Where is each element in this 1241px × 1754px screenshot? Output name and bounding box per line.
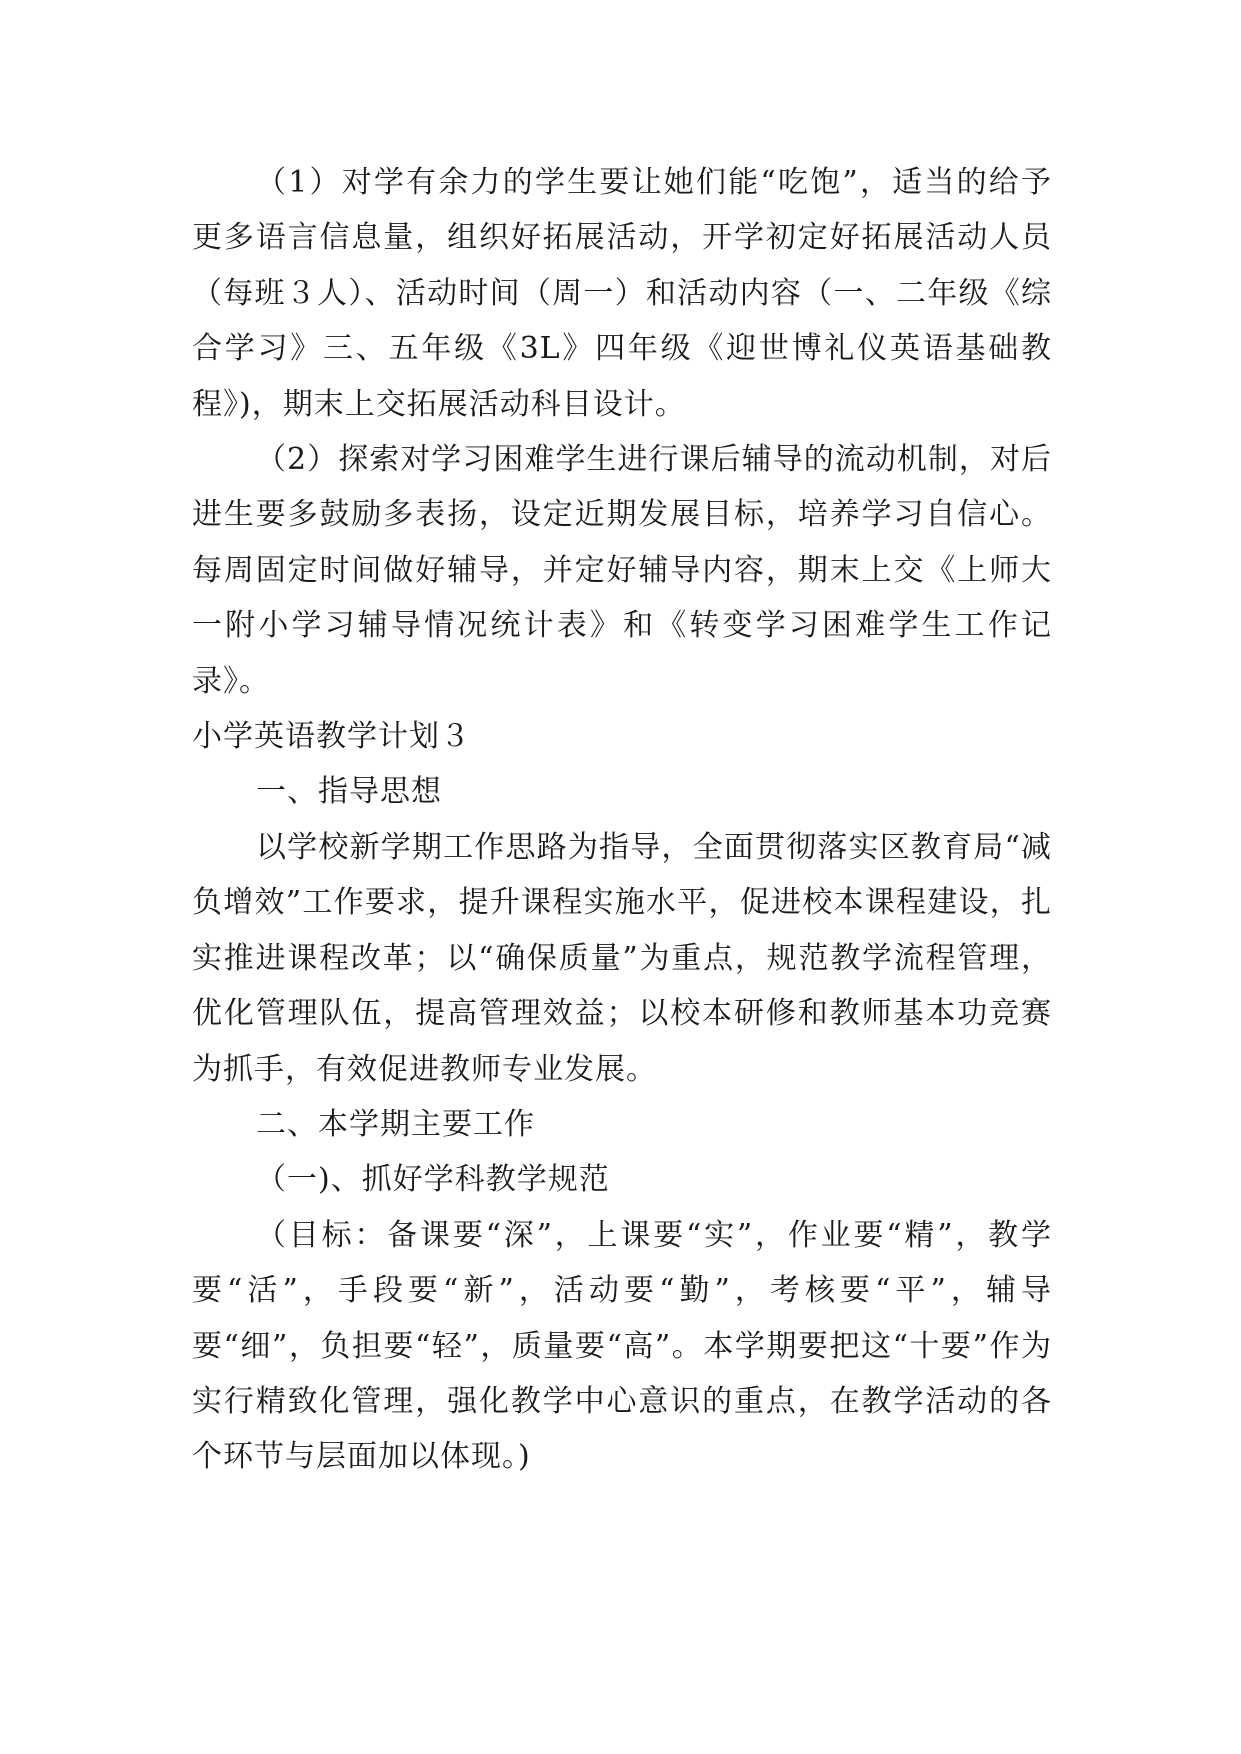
subheading-teaching-norms: （一)、抓好学科教学规范 [256, 1162, 610, 1198]
document-body [192, 155, 1052, 1485]
paragraph-goals: （目标：备课要“深”，上课要“实”，作业要“精”，教学要“活”，手段要“新”，活动要“勤”，考核要“平”，辅导要“细”，负担要“轻”，质量要“高”。本学期要把这“十要”作为实行精致化管理，强化教学中心意识的重点，在教学活动的各个环节与层面加以体现。) [192, 1217, 1052, 1475]
heading-main-work: 二、本学期主要工作 [256, 1106, 535, 1142]
section-title-teaching-plan-3: 小学英语教学计划３ [192, 719, 471, 755]
paragraph-tutoring-mechanism: （2）探索对学习困难学生进行课后辅导的流动机制，对后进生要多鼓励多表扬，设定近期发展目标，培养学习自信心。每周固定时间做好辅导，并定好辅导内容，期末上交《上师大一附小学习辅导情况统计表》和《转变学习困难学生工作记录》。 [192, 442, 1052, 699]
paragraph-guiding-ideology: 以学校新学期工作思路为指导，全面贯彻落实区教育局“减负增效”工作要求，提升课程实施水平，促进校本课程建设，扎实推进课程改革；以“确保质量”为重点，规范教学流程管理，优化管理队伍，提高管理效益；以校本研修和教师基本功竞赛为抓手，有效促进教师专业发展。 [192, 829, 1052, 1087]
heading-guiding-ideology: 一、指导思想 [256, 774, 442, 810]
paragraph-extension-students: （1）对学有余力的学生要让她们能“吃饱”，适当的给予更多语言信息量，组织好拓展活动，开学初定好拓展活动人员（每班３人）、活动时间（周一）和活动内容（一、二年级《综合学习》三、五年级《3L》四年级《迎世博礼仪英语基础教程》)，期末上交拓展活动科目设计。 [192, 165, 1052, 422]
